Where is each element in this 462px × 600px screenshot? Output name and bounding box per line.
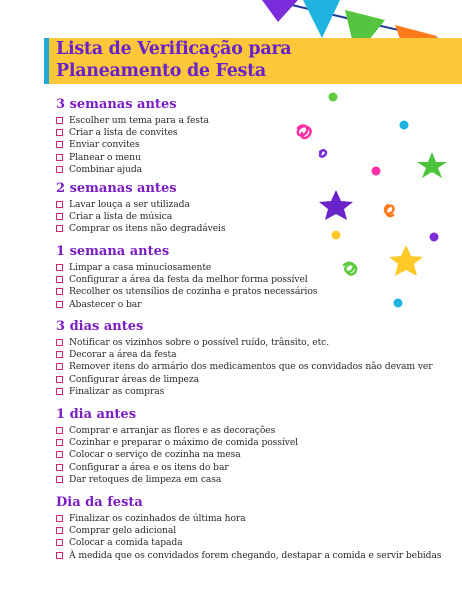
item-label: Comprar e arranjar as flores e as decorações bbox=[69, 424, 276, 436]
checklist-item bbox=[56, 385, 456, 397]
page-title bbox=[56, 38, 356, 82]
checklist-item bbox=[56, 424, 456, 436]
checklist-item bbox=[56, 261, 456, 273]
checkbox[interactable] bbox=[56, 301, 63, 308]
checklist-item bbox=[56, 537, 456, 549]
item-label: Comprar gelo adicional bbox=[69, 524, 177, 536]
checklist-item bbox=[56, 436, 456, 448]
checkbox[interactable] bbox=[56, 154, 63, 161]
checklist-item bbox=[56, 163, 456, 175]
checklist-item bbox=[56, 273, 456, 285]
checklist-item bbox=[56, 449, 456, 461]
checkbox[interactable] bbox=[56, 201, 63, 208]
item-label: Configurar a área da festa da melhor forma possível bbox=[69, 273, 308, 285]
checklist bbox=[56, 512, 456, 561]
checkbox[interactable] bbox=[56, 117, 63, 124]
checkbox[interactable] bbox=[56, 276, 63, 283]
section-party-day bbox=[56, 494, 456, 561]
section-3-days-before bbox=[56, 318, 456, 397]
checklist-item bbox=[56, 549, 456, 561]
checkbox[interactable] bbox=[56, 225, 63, 232]
checklist-item bbox=[56, 298, 456, 310]
section-title: 1 semana antes bbox=[56, 244, 170, 259]
checkbox[interactable] bbox=[56, 527, 63, 534]
item-label: Escolher um tema para a festa bbox=[69, 114, 209, 126]
item-label: Configurar a área e os itens do bar bbox=[69, 461, 229, 473]
checklist bbox=[56, 424, 456, 485]
item-label: Planear o menu bbox=[69, 151, 141, 163]
checkbox[interactable] bbox=[56, 515, 63, 522]
page-title-line-1: Lista de Verificação para bbox=[56, 39, 292, 59]
item-label: Remover itens do armário dos medicamentos que os convidados não devam ver bbox=[69, 361, 433, 373]
checklist-item bbox=[56, 361, 456, 373]
item-label: Decorar a área da festa bbox=[69, 348, 177, 360]
item-label: Configurar áreas de limpeza bbox=[69, 373, 199, 385]
checklist-item bbox=[56, 210, 456, 222]
checklist-item bbox=[56, 151, 456, 163]
section-2-weeks-before bbox=[56, 180, 456, 235]
section-title: Dia da festa bbox=[56, 495, 143, 510]
checklist-item bbox=[56, 126, 456, 138]
checklist-item bbox=[56, 524, 456, 536]
checklist-item bbox=[56, 286, 456, 298]
checkbox[interactable] bbox=[56, 464, 63, 471]
checkbox[interactable] bbox=[56, 288, 63, 295]
section-1-week-before bbox=[56, 243, 456, 310]
checklist bbox=[56, 336, 456, 397]
checklist-item bbox=[56, 139, 456, 151]
item-label: Combinar ajuda bbox=[69, 163, 143, 175]
checkbox[interactable] bbox=[56, 476, 63, 483]
checklist bbox=[56, 198, 456, 235]
title-accent-stripe bbox=[44, 38, 49, 84]
item-label: Limpar a casa minuciosamente bbox=[69, 261, 212, 273]
item-label: Finalizar as compras bbox=[69, 385, 165, 397]
item-label: Lavar louça a ser utilizada bbox=[69, 198, 190, 210]
checkbox[interactable] bbox=[56, 264, 63, 271]
item-label: Comprar os itens não degradáveis bbox=[69, 223, 226, 235]
item-label: Colocar o serviço de cozinha na mesa bbox=[69, 449, 241, 461]
checkbox[interactable] bbox=[56, 388, 63, 395]
item-label: Criar a lista de música bbox=[69, 210, 173, 222]
checkbox[interactable] bbox=[56, 166, 63, 173]
checklist-item bbox=[56, 473, 456, 485]
checklist-item bbox=[56, 373, 456, 385]
checklist-item bbox=[56, 198, 456, 210]
checklist-item bbox=[56, 461, 456, 473]
item-label: Abastecer o bar bbox=[69, 298, 142, 310]
checklist-item bbox=[56, 512, 456, 524]
checklist bbox=[56, 114, 456, 175]
item-label: Criar a lista de convites bbox=[69, 126, 178, 138]
checkbox[interactable] bbox=[56, 129, 63, 136]
checklist-item bbox=[56, 348, 456, 360]
checkbox[interactable] bbox=[56, 539, 63, 546]
checkbox[interactable] bbox=[56, 351, 63, 358]
item-label: Dar retoques de limpeza em casa bbox=[69, 473, 222, 485]
section-title: 3 dias antes bbox=[56, 319, 144, 334]
section-1-day-before bbox=[56, 406, 456, 485]
page-title-line-2: Planeamento de Festa bbox=[56, 61, 266, 81]
item-label: Enviar convites bbox=[69, 139, 140, 151]
checkbox[interactable] bbox=[56, 439, 63, 446]
checkbox[interactable] bbox=[56, 213, 63, 220]
item-label: Notificar os vizinhos sobre o possível ruído, trânsito, etc. bbox=[69, 336, 330, 348]
checkbox[interactable] bbox=[56, 427, 63, 434]
item-label: Recolher os utensílios de cozinha e pratos necessários bbox=[69, 286, 318, 298]
section-3-weeks-before bbox=[56, 96, 456, 175]
section-title: 3 semanas antes bbox=[56, 97, 177, 112]
section-title: 1 dia antes bbox=[56, 407, 137, 422]
item-label: Finalizar os cozinhados de última hora bbox=[69, 512, 246, 524]
checklist bbox=[56, 261, 456, 310]
checkbox[interactable] bbox=[56, 552, 63, 559]
checkbox[interactable] bbox=[56, 451, 63, 458]
item-label: Cozinhar e preparar o máximo de comida possível bbox=[69, 436, 298, 448]
item-label: Colocar a comida tapada bbox=[69, 537, 183, 549]
section-title: 2 semanas antes bbox=[56, 181, 177, 196]
checklist-item bbox=[56, 223, 456, 235]
checklist-item bbox=[56, 336, 456, 348]
item-label: À medida que os convidados forem chegando, destapar a comida e servir bebidas bbox=[69, 549, 442, 561]
checklist-item bbox=[56, 114, 456, 126]
checkbox[interactable] bbox=[56, 339, 63, 346]
checkbox[interactable] bbox=[56, 363, 63, 370]
checkbox[interactable] bbox=[56, 141, 63, 148]
checkbox[interactable] bbox=[56, 376, 63, 383]
